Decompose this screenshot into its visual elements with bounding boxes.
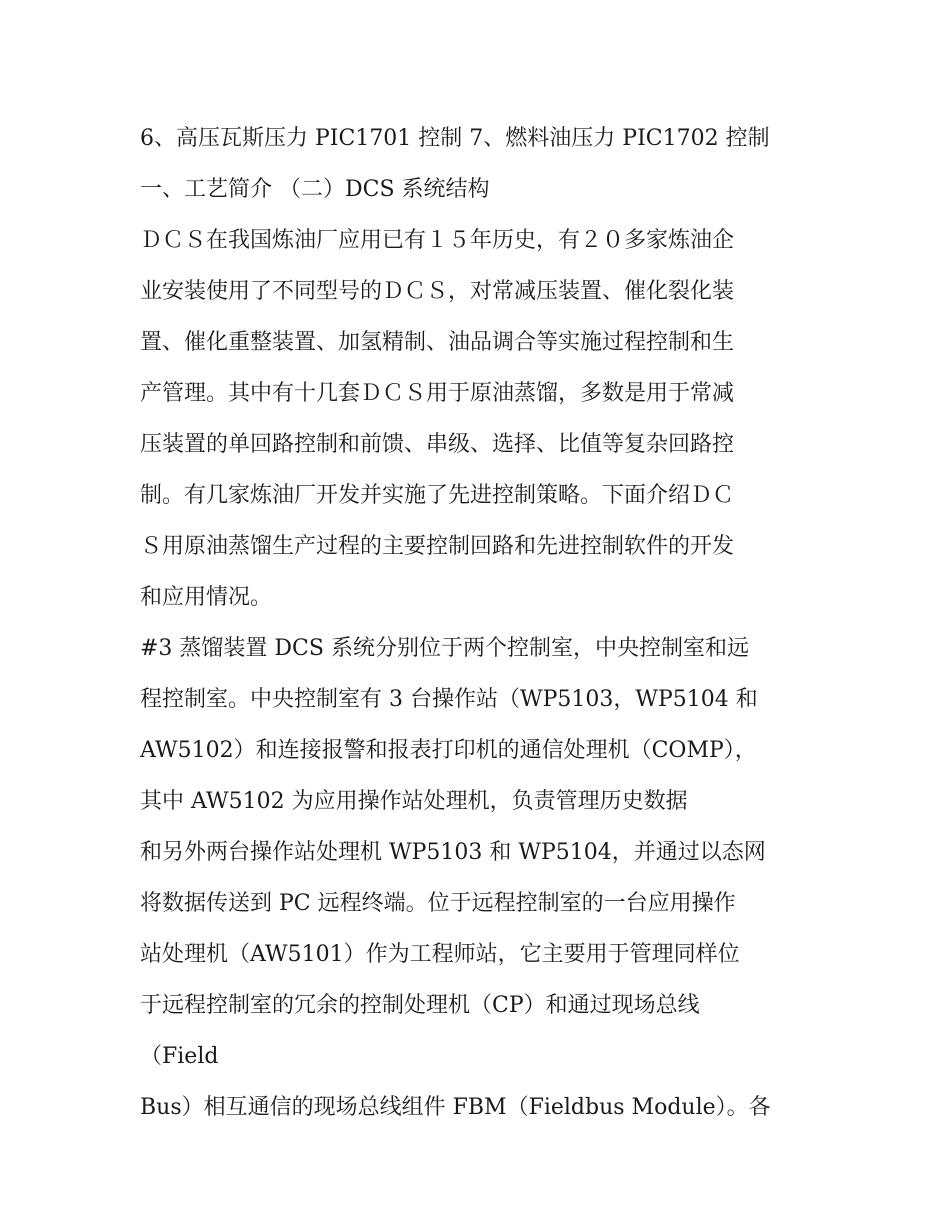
paragraph-line: AW5102）和连接报警和报表打印机的通信处理机（COMP）， xyxy=(140,738,757,763)
paragraph-line: ＤＣＳ在我国炼油厂应用已有１５年历史，有２０多家炼油企 xyxy=(140,228,735,253)
paragraph-line: 制。有几家炼油厂开发并实施了先进控制策略。下面介绍ＤＣ xyxy=(140,483,735,508)
paragraph-line: Bus）相互通信的现场总线组件 FBM（Fieldbus Module）。各 xyxy=(140,1095,771,1120)
document-page xyxy=(140,113,820,1133)
paragraph-line: 站处理机（AW5101）作为工程师站，它主要用于管理同样位 xyxy=(140,942,740,967)
paragraph-line: 压装置的单回路控制和前馈、串级、选择、比值等复杂回路控 xyxy=(140,432,735,457)
heading-line-control-items: 6、高压瓦斯压力 PIC1701 控制 7、燃料油压力 PIC1702 控制 xyxy=(140,126,770,151)
paragraph-line: （Field xyxy=(140,1044,219,1069)
paragraph-line: 置、催化重整装置、加氢精制、油品调合等实施过程控制和生 xyxy=(140,330,735,355)
paragraph-line: 和应用情况。 xyxy=(140,585,273,610)
paragraph-line: 和另外两台操作站处理机 WP5103 和 WP5104，并通过以态网 xyxy=(140,840,766,865)
paragraph-line: 将数据传送到 PC 远程终端。位于远程控制室的一台应用操作 xyxy=(140,891,736,916)
paragraph-line: 其中 AW5102 为应用操作站处理机，负责管理历史数据 xyxy=(140,789,688,814)
paragraph-line: 于远程控制室的冗余的控制处理机（CP）和通过现场总线 xyxy=(140,993,700,1018)
paragraph-line: 程控制室。中央控制室有 3 台操作站（WP5103，WP5104 和 xyxy=(140,687,758,712)
paragraph-line: 业安装使用了不同型号的ＤＣＳ，对常减压装置、催化裂化装 xyxy=(140,279,735,304)
heading-line-dcs-structure: 一、工艺简介 （二）DCS 系统结构 xyxy=(140,177,490,202)
paragraph-line: 产管理。其中有十几套ＤＣＳ用于原油蒸馏，多数是用于常减 xyxy=(140,381,735,406)
paragraph-line: #3 蒸馏装置 DCS 系统分别位于两个控制室，中央控制室和远 xyxy=(140,636,749,661)
paragraph-line: Ｓ用原油蒸馏生产过程的主要控制回路和先进控制软件的开发 xyxy=(140,534,735,559)
